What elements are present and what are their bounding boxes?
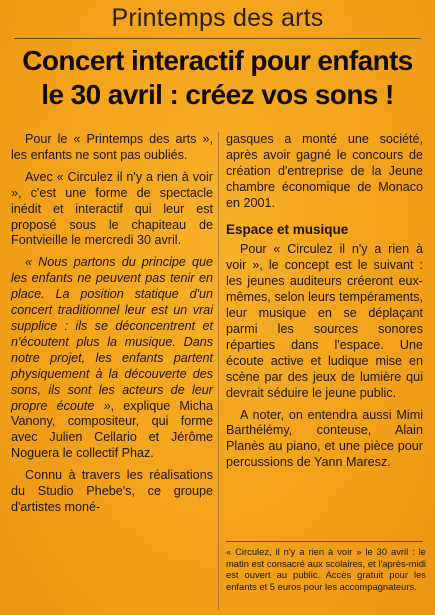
- info-box-text: « Circulez, il n'y a rien à voir » le 30 avril : le matin est consacré aux scolaires, et l'après-midi est ouvert au public. Accès gratuit pour les enfants et 5 euros pour les accompagnateurs.: [226, 546, 426, 592]
- column-divider: [218, 132, 219, 610]
- performers-paragraph: A noter, on entendra aussi Mimi Barthélémy, conteuse, Alain Planès au piano, et une pièce pour percussions de Yann Maresz.: [226, 407, 423, 470]
- header-rule: [14, 38, 421, 39]
- quote-attribution: , explique Micha Vanony, compositeur, qui forme avec Julien Cellario et Jérôme Noguera le collectif Phaz.: [11, 398, 213, 461]
- headline-line-1: Concert interactif pour enfants: [22, 45, 413, 76]
- section-kicker: Printemps des arts: [111, 4, 324, 32]
- event-paragraph: Avec « Circulez il n'y a rien à voir », c'est une forme de spectacle inédit et interactif qui leur est proposé sous le chapiteau de Fontvieille le mercredi 30 avril.: [11, 169, 213, 248]
- concept-paragraph: Pour « Circulez il n'y a rien à voir », le concept est le suivant : les jeunes auditeurs créeront eux-mêmes, selon leurs tempéraments, leur musique en se déplaçant parmi les sources sonores réparties dans l'espace. Une écoute active et ludique mise en scène par des jeux de lumière qui devrait séduire le jeune public.: [226, 242, 423, 400]
- info-box-rule: [226, 541, 423, 542]
- intro-paragraph: Pour le « Printemps des arts », les enfants ne sont pas oubliés.: [11, 132, 213, 162]
- quote-paragraph: [11, 255, 213, 462]
- left-column: [11, 132, 213, 522]
- right-column: [226, 132, 423, 477]
- subheading: Espace et musique: [226, 221, 349, 237]
- article-headline: [0, 44, 435, 112]
- headline-line-2: le 30 avril : créez vos sons !: [41, 79, 394, 110]
- composer-quote: « Nous partons du principe que les enfants ne peuvent pas tenir en place. La position statique d'un concert traditionnel leur est un vrai supplice : ils se déconcentrent et n'écoutent plus la musique. Dans notre projet, les enfants partent physiquement à la découverte des sons, ils sont les acteurs de leur propre écoute »: [11, 255, 213, 413]
- group-paragraph-continued: gasques a monté une société, après avoir gagné le concours de création d'entreprise de la Jeune chambre économique de Monaco en 2001.: [226, 132, 423, 210]
- info-box: [226, 546, 426, 592]
- group-paragraph: Connu à travers les réalisations du Studio Phebe's, ce groupe d'artistes moné-: [11, 468, 213, 514]
